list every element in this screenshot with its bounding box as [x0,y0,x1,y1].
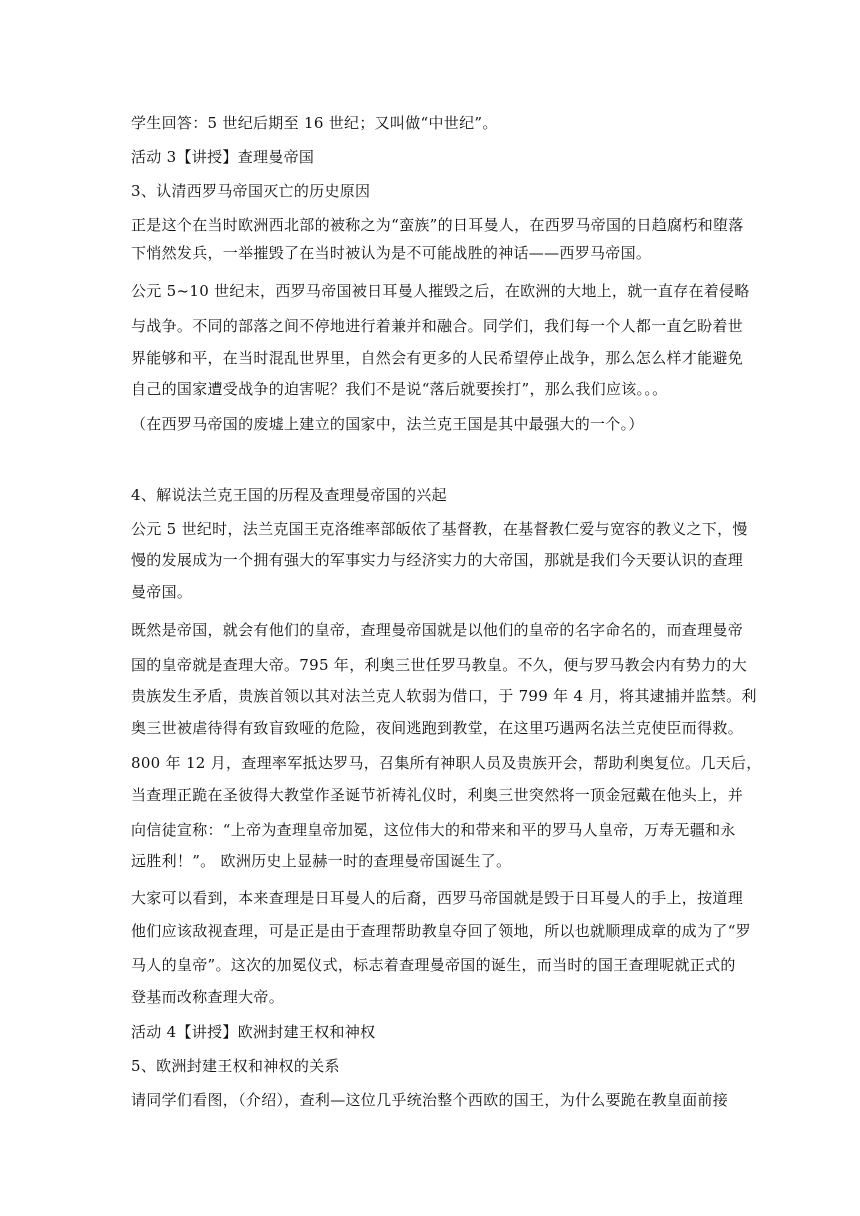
text-line: 他们应该敌视查理，可是正是由于查理帮助教皇夺回了领地，所以也就顺理成章的成为了“罗 [131,922,751,940]
section-heading: 活动 3【讲授】查理曼帝国 [131,148,315,166]
section-heading: 活动 4【讲授】欧洲封建王权和神权 [131,1023,376,1041]
text-line: 既然是帝国，就会有他们的皇帝，查理曼帝国就是以他们的皇帝的名字命名的，而查理曼帝 [131,621,744,639]
text-line: 与战争。不同的部落之间不停地进行着兼并和融合。同学们，我们每一个人都一直乞盼着世 [131,317,744,335]
section-heading: 3、认清西罗马帝国灭亡的历史原因 [131,182,371,200]
text-line: 贵族发生矛盾，贵族首领以其对法兰克人软弱为借口，于 799 年 4 月，将其逮捕并监禁。利 [131,687,757,705]
text-line: 奥三世被虐待得有致盲致哑的危险，夜间逃跑到教堂，在这里巧遇两名法兰克使臣而得救。 [131,719,744,737]
text-line: 公元 5~10 世纪末，西罗马帝国被日耳曼人摧毁之后，在欧洲的大地上，就一直存在着侵略 [131,282,750,300]
section-heading: 5、欧洲封建王权和神权的关系 [131,1057,340,1075]
text-line: 学生回答：5 世纪后期至 16 世纪；又叫做“中世纪”。 [131,114,498,132]
text-line: 下悄然发兵，一举摧毁了在当时被认为是不可能战胜的神话——西罗马帝国。 [131,244,652,262]
text-line: 马人的皇帝”。这次的加冕仪式，标志着查理曼帝国的诞生，而当时的国王查理呢就正式的 [131,956,736,974]
text-line: 自己的国家遭受战争的迫害呢？我们不是说“落后就要挨打”，那么我们应该。。。 [131,380,668,398]
text-line: （在西罗马帝国的废墟上建立的国家中，法兰克王国是其中最强大的一个。） [131,415,644,433]
text-line: 800 年 12 月，查理率军抵达罗马，召集所有神职人员及贵族开会，帮助利奥复位。几天后， [131,754,762,772]
text-line: 向信徒宣称：“上帝为查理皇帝加冕，这位伟大的和带来和平的罗马人皇帝，万寿无疆和永 [131,821,736,839]
text-line: 当查理正跪在圣彼得大教堂作圣诞节祈祷礼仪时，利奥三世突然将一顶金冠戴在他头上，并 [131,786,744,804]
text-line: 界能够和平，在当时混乱世界里，自然会有更多的人民希望停止战争，那么怎么样才能避免 [131,349,744,367]
text-line: 登基而改称查理大帝。 [131,988,285,1006]
text-line: 公元 5 世纪时，法兰克国王克洛维率部皈依了基督教，在基督教仁爱与宽容的教义之下，慢 [131,520,748,538]
text-line: 正是这个在当时欧洲西北部的被称之为“蛮族”的日耳曼人，在西罗马帝国的日趋腐朽和堕落 [131,216,744,234]
section-heading: 4、解说法兰克王国的历程及查理曼帝国的兴起 [131,486,447,504]
text-line: 大家可以看到，本来查理是日耳曼人的后裔，西罗马帝国就是毁于日耳曼人的手上，按道理 [131,889,744,907]
text-line: 慢的发展成为一个拥有强大的军事实力与经济实力的大帝国，那就是我们今天要认识的查理 [131,551,744,569]
text-line: 远胜利！”。 欧洲历史上显赫一时的查理曼帝国诞生了。 [131,852,512,870]
text-line: 曼帝国。 [131,583,193,601]
text-line: 国的皇帝就是查理大帝。795 年，利奥三世任罗马教皇。不久，便与罗马教会内有势力的大 [131,656,748,674]
text-line: 请同学们看图，（介绍），查利—这位几乎统治整个西欧的国王，为什么要跪在教皇面前接 [131,1091,729,1109]
